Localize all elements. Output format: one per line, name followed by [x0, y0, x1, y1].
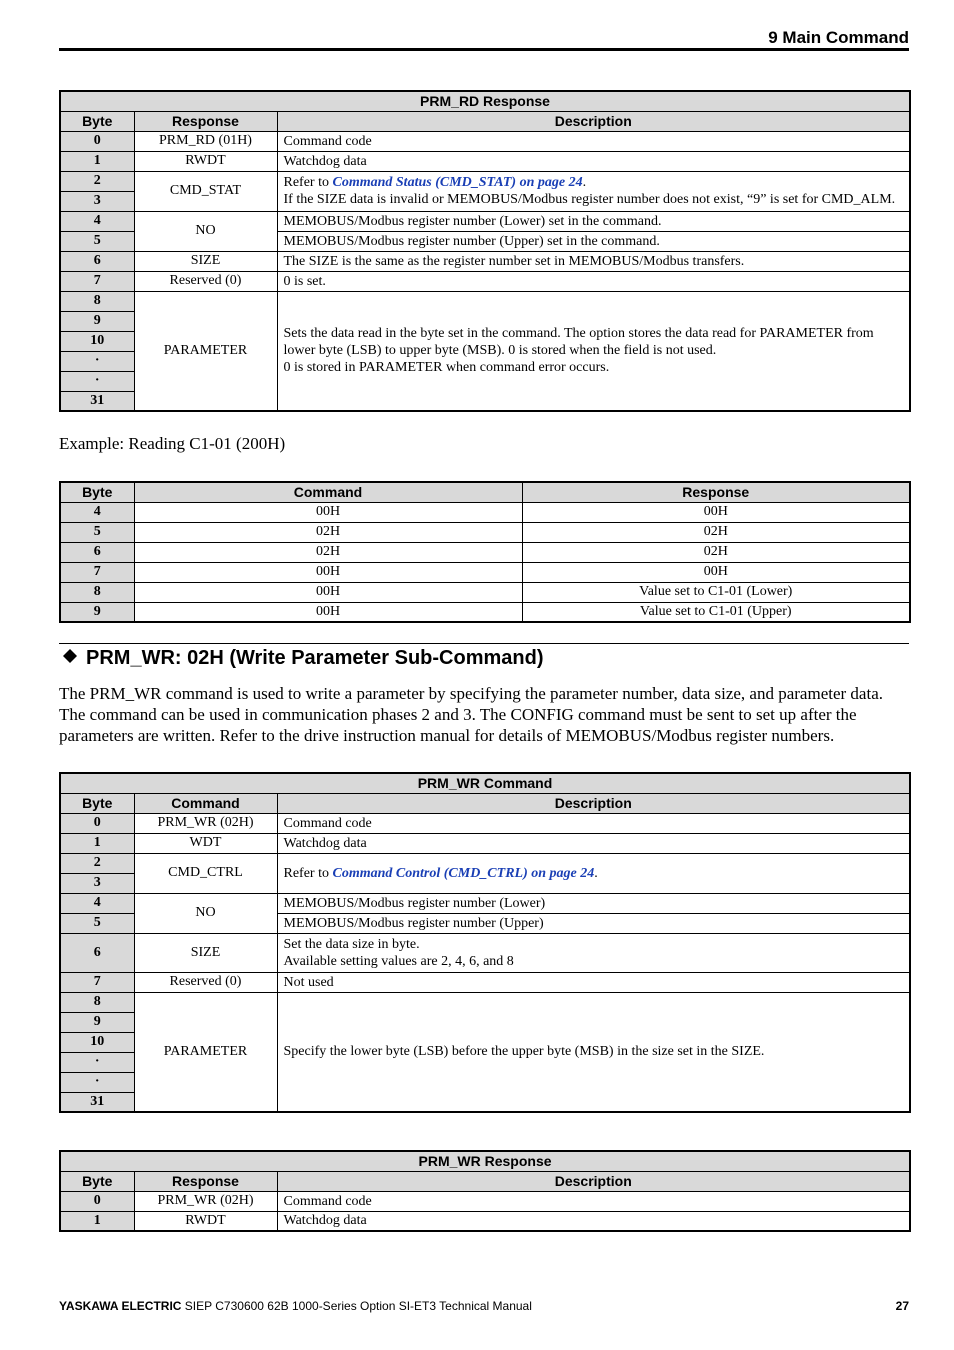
description-cell: MEMOBUS/Modbus register number (Upper) [277, 913, 910, 933]
column-header: Description [277, 793, 910, 813]
table-row [60, 211, 910, 231]
byte-cell: · [60, 371, 134, 391]
cmd-ctrl-link[interactable]: Command Control (CMD_CTRL) on page 24 [332, 865, 595, 881]
byte-cell: 0 [60, 1191, 134, 1211]
example-caption: Example: Reading C1-01 (200H) [59, 434, 286, 453]
description-text: If the SIZE data is invalid or MEMOBUS/Modbus register number does not exist, “9” is set for CMD_ALM. [283, 192, 896, 207]
command-cell: Reserved (0) [134, 972, 277, 992]
command-cell: NO [134, 893, 277, 933]
description-cell: Not used [277, 972, 910, 992]
description-cell: MEMOBUS/Modbus register number (Lower) [277, 893, 910, 913]
description-text: Refer to [283, 175, 333, 190]
column-header: Description [277, 111, 910, 131]
byte-cell: · [60, 1052, 134, 1072]
byte-cell: 6 [60, 251, 134, 271]
section-title-text: PRM_WR: 02H (Write Parameter Sub-Command) [86, 647, 544, 669]
byte-cell: 8 [60, 992, 134, 1012]
section-heading [62, 647, 543, 670]
table-row [60, 972, 910, 992]
page-footer [59, 1299, 909, 1313]
table-row [60, 562, 910, 582]
byte-cell: · [60, 351, 134, 371]
description-text: Sets the data read in the byte set in the command. The option stores the data read for PARAMETER from lower byte (LSB) to upper byte (MSB). 0 is stored when the field is not used. [283, 326, 874, 359]
response-cell: CMD_STAT [134, 171, 277, 211]
column-header: Byte [60, 482, 134, 502]
response-cell: Value set to C1-01 (Lower) [522, 582, 910, 602]
description-text: . [582, 175, 587, 190]
byte-cell: 10 [60, 1032, 134, 1052]
diamond-icon [62, 647, 78, 670]
column-header: Response [134, 1171, 277, 1191]
description-cell: 0 is set. [277, 271, 910, 291]
table-row [60, 853, 910, 873]
column-header: Command [134, 793, 277, 813]
response-cell: 02H [522, 542, 910, 562]
description-cell: Command code [277, 131, 910, 151]
description-cell: The SIZE is the same as the register number set in MEMOBUS/Modbus transfers. [277, 251, 910, 271]
page-number: 27 [895, 1299, 909, 1313]
command-cell: 02H [134, 542, 522, 562]
byte-cell: 5 [60, 522, 134, 542]
command-cell: WDT [134, 833, 277, 853]
table-row [60, 1211, 910, 1231]
command-cell: CMD_CTRL [134, 853, 277, 893]
table-row [60, 582, 910, 602]
byte-cell: 1 [60, 833, 134, 853]
section-paragraph: The PRM_WR command is used to write a parameter by specifying the parameter number, data size, and parameter data. The command can be used in communication phases 2 and 3. The CONFIG command must be sent to set up after the parameters are written. Refer to the drive instruction manual for details of MEMOBUS/Modbus register numbers. [59, 684, 883, 745]
table-row [60, 602, 910, 622]
byte-cell: 3 [60, 191, 134, 211]
response-cell: NO [134, 211, 277, 251]
command-cell: 00H [134, 602, 522, 622]
description-cell: Watchdog data [277, 1211, 910, 1231]
response-cell: 02H [522, 522, 910, 542]
byte-cell: 10 [60, 331, 134, 351]
description-cell: Command code [277, 1191, 910, 1211]
command-cell: SIZE [134, 933, 277, 972]
table-row [60, 992, 910, 1012]
table-caption: PRM_RD Response [60, 91, 910, 111]
description-text: Set the data size in byte. [283, 936, 420, 952]
response-cell: SIZE [134, 251, 277, 271]
description-text: 0 is stored in PARAMETER when command error occurs. [283, 360, 610, 376]
description-cell: Watchdog data [277, 833, 910, 853]
byte-cell: 4 [60, 893, 134, 913]
byte-cell: 0 [60, 131, 134, 151]
column-header: Byte [60, 111, 134, 131]
byte-cell: · [60, 1072, 134, 1092]
description-cell: Watchdog data [277, 151, 910, 171]
description-cell: MEMOBUS/Modbus register number (Upper) set in the command. [277, 231, 910, 251]
description-cell: MEMOBUS/Modbus register number (Lower) set in the command. [277, 211, 910, 231]
byte-cell: 8 [60, 582, 134, 602]
cmd-stat-link[interactable]: Command Status (CMD_STAT) on page 24 [332, 175, 583, 190]
byte-cell: 1 [60, 151, 134, 171]
table-row [60, 131, 910, 151]
byte-cell: 9 [60, 602, 134, 622]
column-header: Response [134, 111, 277, 131]
description-cell [277, 933, 910, 972]
table-row [60, 933, 910, 972]
byte-cell: 3 [60, 873, 134, 893]
description-cell: Command code [277, 813, 910, 833]
table-row [60, 251, 910, 271]
command-cell: 02H [134, 522, 522, 542]
column-header: Byte [60, 1171, 134, 1191]
command-cell: 00H [134, 562, 522, 582]
response-cell: PARAMETER [134, 291, 277, 411]
byte-cell: 5 [60, 231, 134, 251]
command-cell: PARAMETER [134, 992, 277, 1112]
command-cell: 00H [134, 502, 522, 522]
table-row [60, 893, 910, 913]
table-row [60, 833, 910, 853]
response-cell: Reserved (0) [134, 271, 277, 291]
column-header: Description [277, 1171, 910, 1191]
byte-cell: 9 [60, 1012, 134, 1032]
table-row [60, 502, 910, 522]
table-row [60, 1191, 910, 1211]
table-row [60, 813, 910, 833]
column-header: Response [522, 482, 910, 502]
response-cell: PRM_RD (01H) [134, 131, 277, 151]
page-header-title: 9 Main Command [768, 28, 909, 47]
byte-cell: 8 [60, 291, 134, 311]
byte-cell: 4 [60, 502, 134, 522]
byte-cell: 1 [60, 1211, 134, 1231]
description-text: . [594, 865, 598, 881]
table-row [60, 542, 910, 562]
byte-cell: 9 [60, 311, 134, 331]
command-cell: PRM_WR (02H) [134, 813, 277, 833]
column-header: Byte [60, 793, 134, 813]
table-row [60, 291, 910, 311]
byte-cell: 2 [60, 171, 134, 191]
prm-wr-response-table [59, 1150, 911, 1232]
response-cell: PRM_WR (02H) [134, 1191, 277, 1211]
description-cell [277, 291, 910, 411]
footer-brand: YASKAWA ELECTRIC [59, 1299, 182, 1313]
byte-cell: 7 [60, 562, 134, 582]
description-text: Available setting values are 2, 4, 6, and 8 [283, 953, 514, 969]
description-cell [277, 171, 910, 211]
prm-wr-command-table [59, 772, 911, 1113]
table-caption: PRM_WR Response [60, 1151, 910, 1171]
table-row [60, 271, 910, 291]
response-cell: RWDT [134, 1211, 277, 1231]
response-cell: 00H [522, 502, 910, 522]
table-row [60, 151, 910, 171]
response-cell: Value set to C1-01 (Upper) [522, 602, 910, 622]
byte-cell: 5 [60, 913, 134, 933]
byte-cell: 7 [60, 972, 134, 992]
table-caption: PRM_WR Command [60, 773, 910, 793]
byte-cell: 31 [60, 1092, 134, 1112]
table-row [60, 171, 910, 191]
table-row [60, 522, 910, 542]
byte-cell: 7 [60, 271, 134, 291]
byte-cell: 31 [60, 391, 134, 411]
section-rule [59, 643, 909, 644]
description-text: Refer to [283, 865, 333, 881]
example-table [59, 481, 911, 623]
footer-document-title: SIEP C730600 62B 1000-Series Option SI-ET3 Technical Manual [181, 1299, 532, 1313]
byte-cell: 2 [60, 853, 134, 873]
byte-cell: 6 [60, 542, 134, 562]
description-cell: Specify the lower byte (LSB) before the upper byte (MSB) in the size set in the SIZE. [277, 992, 910, 1112]
byte-cell: 6 [60, 933, 134, 972]
header-rule [59, 48, 909, 51]
prm-rd-response-table [59, 90, 911, 412]
response-cell: RWDT [134, 151, 277, 171]
response-cell: 00H [522, 562, 910, 582]
command-cell: 00H [134, 582, 522, 602]
description-cell [277, 853, 910, 893]
column-header: Command [134, 482, 522, 502]
byte-cell: 4 [60, 211, 134, 231]
byte-cell: 0 [60, 813, 134, 833]
